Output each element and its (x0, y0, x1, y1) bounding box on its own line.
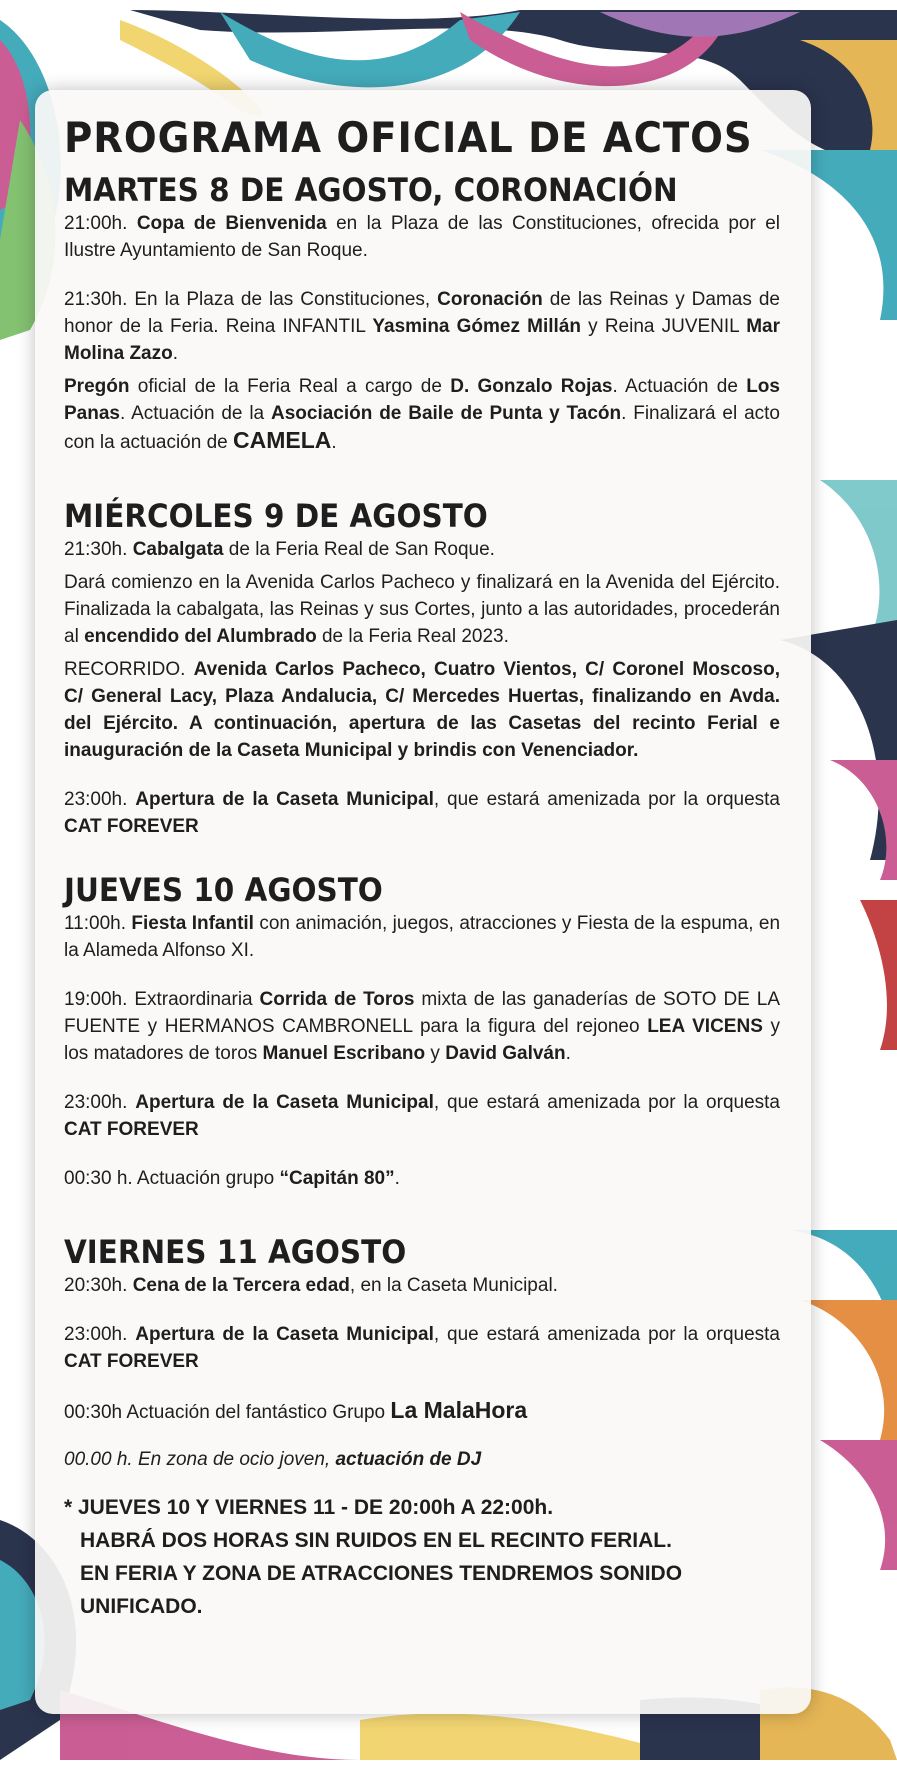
event-corrida (64, 986, 780, 1067)
event-highlight: David Galván (445, 1043, 566, 1064)
event-time: 21:30h. (64, 539, 128, 560)
event-text: de la Feria Real de San Roque. (223, 539, 495, 560)
event-highlight: Avenida Carlos Pacheco, Cuatro Vientos, C/ Coronel Moscoso, C/ General Lacy, Plaza Andalucia, C/ Mercedes Huertas, finalizando en Avda. del Ejército. A continuación, apertura de las Casetas del recinto Ferial e inauguración de la Caseta Municipal y brindis con Venenciador. (64, 659, 780, 761)
event-time: 23:00h. (64, 1324, 128, 1345)
event-la-malahora (64, 1397, 780, 1426)
event-highlight: Apertura de la Caseta Municipal (135, 1324, 434, 1345)
event-fiesta-infantil (64, 910, 780, 964)
event-caseta-opening (64, 1089, 780, 1143)
event-highlight: LEA VICENS (647, 1016, 763, 1037)
event-highlight: Yasmina Gómez Millán (372, 316, 581, 337)
event-time: 23:00h. (64, 1092, 128, 1113)
noise-free-note (64, 1491, 780, 1623)
event-highlight: Corrida de Toros (259, 989, 415, 1010)
event-highlight: encendido del Alumbrado (84, 626, 317, 647)
event-highlight: Los Panas (64, 376, 780, 424)
event-text: RECORRIDO. (64, 659, 194, 680)
event-text: y los matadores de toros (64, 1016, 780, 1064)
event-text: Actuación grupo (132, 1168, 280, 1189)
event-time: 20:30h. (64, 1275, 128, 1296)
note-line-3: EN FERIA Y ZONA DE ATRACCIONES TENDREMOS SONIDO UNIFICADO. (80, 1562, 683, 1618)
page-title: PROGRAMA OFICIAL DE ACTOS (64, 113, 753, 162)
event-text: . (172, 343, 179, 364)
event-time: 21:00h. (64, 213, 128, 234)
event-text: en la Plaza de las Constituciones, ofrecida por el Ilustre Ayuntamiento de San Roque. (64, 213, 780, 261)
event-alumbrado (64, 569, 780, 650)
event-welcome-cup (64, 210, 780, 264)
event-highlight: Coronación (437, 289, 543, 310)
day-heading-wednesday: MIÉRCOLES 9 DE AGOSTO (64, 497, 488, 535)
event-time: 11:00h. (64, 913, 126, 934)
day-heading-friday: VIERNES 11 AGOSTO (64, 1233, 407, 1271)
event-highlight: Pregón (64, 376, 130, 397)
event-time: 19:00h. (64, 989, 128, 1010)
event-pregon (64, 373, 780, 456)
note-line-1: * JUEVES 10 Y VIERNES 11 - DE 20:00h A 22:00h. (64, 1496, 554, 1519)
event-highlight: actuación de DJ (335, 1449, 482, 1470)
event-text: mixta de las ganaderías de SOTO DE LA FUENTE y HERMANOS CAMBRONELL para la figura del rejoneo (64, 989, 780, 1037)
event-time: 00:30h (64, 1402, 123, 1423)
event-text: con animación, juegos, atracciones y Fiesta de la espuma, en la Alameda Alfonso XI. (64, 913, 781, 961)
event-highlight: D. Gonzalo Rojas (450, 376, 613, 397)
event-text: . Finalizará el acto con la actuación de (64, 403, 780, 453)
event-highlight: Mar Molina Zazo (64, 316, 781, 364)
event-text: de la Feria Real 2023. (316, 626, 509, 647)
event-highlight: Copa de Bienvenida (136, 213, 327, 234)
event-capitan-80 (64, 1165, 780, 1192)
event-highlight: Cabalgata (132, 539, 224, 560)
program-content (64, 108, 780, 1623)
event-text: y (425, 1043, 446, 1064)
event-coronation (64, 286, 780, 367)
event-highlight: Apertura de la Caseta Municipal (135, 789, 434, 810)
event-highlight: Fiesta Infantil (131, 913, 254, 934)
event-time: 21:30h. (64, 289, 128, 310)
event-text: 00.00 h. En zona de ocio joven, (64, 1449, 336, 1470)
event-time: 23:00h. (64, 789, 128, 810)
event-text: . Actuación de (612, 376, 747, 397)
event-cabalgata (64, 536, 780, 563)
event-text: , que estará amenizada por la orquesta (433, 789, 780, 810)
day-heading-thursday: JUEVES 10 AGOSTO (64, 871, 383, 909)
event-time: 00:30 h. (64, 1168, 133, 1189)
event-dj (64, 1446, 780, 1473)
event-text: , que estará amenizada por la orquesta (433, 1092, 780, 1113)
note-line-2: HABRÁ DOS HORAS SIN RUIDOS EN EL RECINTO FERIAL. (80, 1529, 672, 1552)
event-text: de las Reinas y Damas de honor de la Feria. Reina INFANTIL (64, 289, 780, 337)
event-text: Dará comienzo en la Avenida Carlos Pacheco y finalizará en la Avenida del Ejército. Finalizada la cabalgata, las Reinas y sus Cortes, junto a las autoridades, procederán al (64, 572, 780, 647)
event-text: . Actuación de la (119, 403, 271, 424)
event-highlight: Cena de la Tercera edad (132, 1275, 350, 1296)
event-text: . (331, 432, 337, 453)
event-highlight: CAT FOREVER (64, 816, 199, 837)
event-text: Actuación del fantástico Grupo (122, 1402, 391, 1423)
event-cena-tercera-edad (64, 1272, 780, 1299)
event-text: . (394, 1168, 400, 1189)
event-highlight: Manuel Escribano (262, 1043, 426, 1064)
event-highlight-large: CAMELA (233, 427, 332, 453)
event-highlight: Asociación de Baile de Punta y Tacón (270, 403, 622, 424)
event-highlight: CAT FOREVER (64, 1119, 199, 1140)
event-highlight: “Capitán 80” (279, 1168, 395, 1189)
event-text: , que estará amenizada por la orquesta (433, 1324, 780, 1345)
event-recorrido (64, 656, 780, 764)
event-highlight: CAT FOREVER (64, 1351, 199, 1372)
day-heading-tuesday: MARTES 8 DE AGOSTO, CORONACIÓN (64, 171, 678, 209)
event-text: oficial de la Feria Real a cargo de (129, 376, 451, 397)
event-caseta-opening (64, 786, 780, 840)
event-text: Extraordinaria (127, 989, 260, 1010)
event-text: . (565, 1043, 571, 1064)
event-text: , en la Caseta Municipal. (349, 1275, 558, 1296)
event-highlight: Apertura de la Caseta Municipal (135, 1092, 434, 1113)
event-highlight-large: La MalaHora (390, 1397, 528, 1423)
event-text: En la Plaza de las Constituciones, (127, 289, 438, 310)
event-caseta-opening (64, 1321, 780, 1375)
event-text: y Reina JUVENIL (581, 316, 747, 337)
